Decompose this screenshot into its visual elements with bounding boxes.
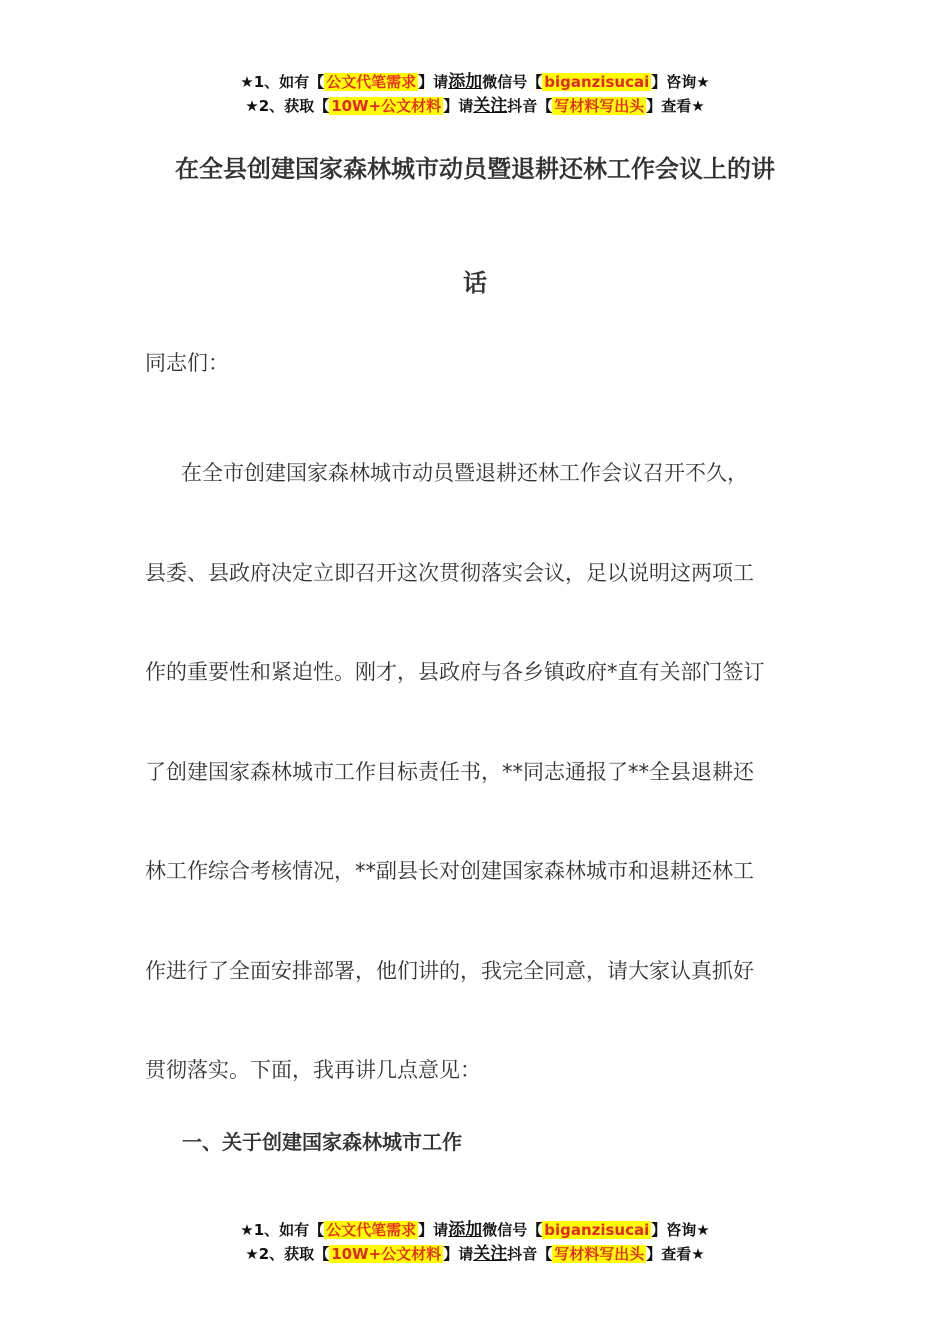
banner-text: 】请 [418,73,449,91]
banner-text: 】请 [418,1221,449,1239]
paragraph-line: 了创建国家森林城市工作目标责任书，**同志通报了**全县退耕还 [145,759,754,784]
paragraph-line: 作的重要性和紧迫性。刚才，县政府与各乡镇政府*直有关部门签订 [145,660,765,684]
banner-text: ★2、获取【 [245,97,330,115]
underlined-word: 关注 [473,96,508,116]
highlight-wechat-id: biganzisucai [544,73,650,91]
banner-text: 微信号【 [482,1221,543,1239]
banner-text: ★2、获取【 [245,1245,330,1263]
highlight-service: 公文代笔需求 [326,73,417,91]
banner-text: ★1、如有【 [240,73,325,91]
title-line-1: 在全县创建国家森林城市动员暨退耕还林工作会议上的讲 [175,155,775,183]
highlight-douyin-account: 写材料写出头 [554,97,645,115]
underlined-word: 添加 [448,72,483,92]
banner-line-1 [0,70,950,94]
paragraph [145,424,809,1121]
banner-text: ★1、如有【 [240,1221,325,1239]
paragraph-line: 贯彻落实。下面，我再讲几点意见： [145,1058,481,1082]
section-heading: 一、关于创建国家森林城市工作 [182,1130,462,1154]
banner-text: 】查看★ [646,97,705,115]
banner-text: 】请 [443,97,474,115]
salutation: 同志们： [145,351,229,375]
underlined-word: 关注 [473,1244,508,1264]
underlined-word: 添加 [448,1220,483,1240]
highlight-materials: 10W+公文材料 [331,97,442,115]
paragraph-line: 作进行了全面安排部署，他们讲的，我完全同意，请大家认真抓好 [145,958,754,983]
highlight-douyin-account: 写材料写出头 [554,1245,645,1263]
title-line-2: 话 [463,269,487,297]
paragraph-line: 县委、县政府决定立即召开这次贯彻落实会议，足以说明这两项工 [145,560,754,585]
banner-text: 】咨询★ [651,73,710,91]
banner-text: 】查看★ [646,1245,705,1263]
banner-line-1 [0,1218,950,1242]
banner-text: 抖音【 [507,1245,553,1263]
paragraph-line: 在全市创建国家森林城市动员暨退耕还林工作会议召开不久， [181,461,748,485]
highlight-service: 公文代笔需求 [326,1221,417,1239]
document-title [145,112,805,340]
banner-text: 】咨询★ [651,1221,710,1239]
banner-text: 微信号【 [482,73,543,91]
highlight-materials: 10W+公文材料 [331,1245,442,1263]
banner-line-2 [0,1242,950,1266]
highlight-wechat-id: biganzisucai [544,1221,650,1239]
bottom-banner [0,1218,950,1266]
top-banner [0,70,950,118]
banner-text: 抖音【 [507,97,553,115]
banner-text: 】请 [443,1245,474,1263]
paragraph-line: 林工作综合考核情况，**副县长对创建国家森林城市和退耕还林工 [145,859,754,883]
